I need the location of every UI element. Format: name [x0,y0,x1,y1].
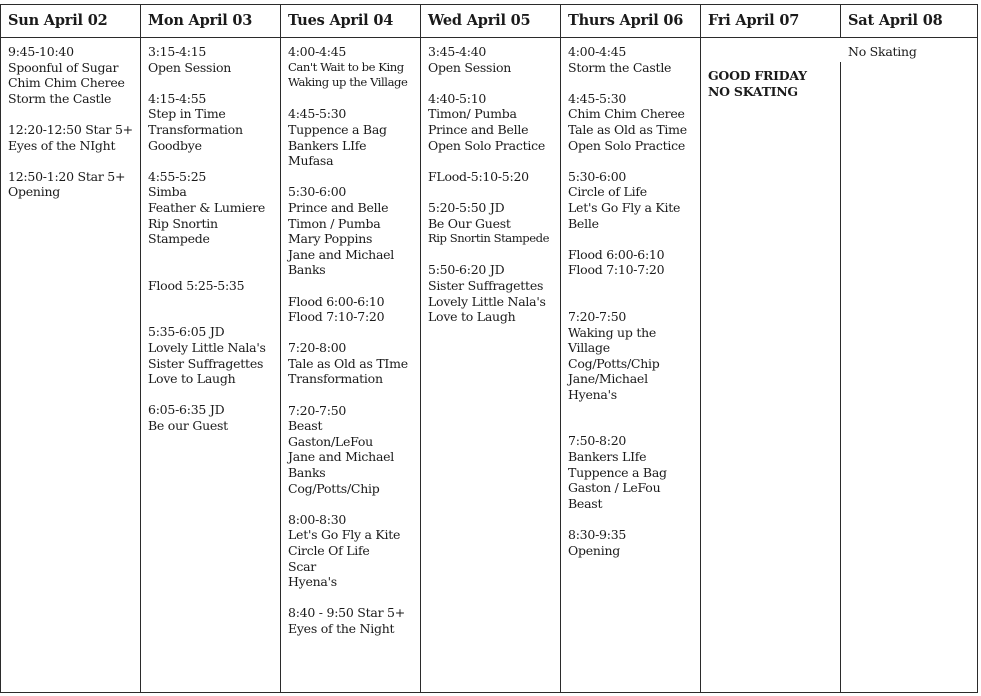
day-header-mon: Mon April 03 [141,5,281,38]
session-item: Stampede [148,231,210,247]
schedule-block [288,184,420,278]
session-time: 5:20-5:50 JD [428,199,505,215]
session-item: Goodbye [148,137,202,153]
session-item: Storm the Castle [568,59,672,75]
session-item: Spoonful of Sugar [8,59,119,75]
schedule-block [148,278,280,294]
schedule-block [568,309,700,403]
schedule-block [568,91,700,153]
day-header-fri: Fri April 07 [701,5,841,38]
schedule-block [288,605,420,636]
weekly-schedule-table [0,4,978,693]
session-item: Let's Go Fly a Kite [288,527,401,543]
session-item: Transformation [148,121,243,137]
schedule-block [568,44,700,75]
schedule-block [8,44,140,106]
schedule-block [428,44,560,75]
day-column-fri [701,62,841,692]
schedule-block [288,340,420,387]
session-time: No Skating [848,44,917,59]
session-item: Hyena's [288,574,337,590]
session-item: Be our Guest [148,417,228,433]
schedule-block [148,324,280,386]
schedule-block [428,169,560,185]
day-column-mon [141,38,281,692]
schedule-block [428,91,560,153]
schedule-block [148,169,280,247]
session-time: 4:15-4:55 [148,90,207,106]
session-item: Open Solo Practice [568,137,686,153]
schedule-block [288,44,420,91]
session-item: Feather & Lumiere [148,199,266,215]
session-item: Sister Suffragettes [148,355,264,371]
session-item: Scar [288,558,316,574]
session-item: Chim Chim Cheree [8,75,125,91]
session-item: Beast [568,495,603,511]
session-time: 6:05-6:35 JD [148,402,225,418]
day-column-wed [421,38,561,692]
day-header-wed: Wed April 05 [421,5,561,38]
session-time: 8:30-9:35 [568,527,627,543]
schedule-block [848,44,978,60]
session-item: Flood 7:10-7:20 [568,262,665,278]
schedule-block [428,200,560,247]
schedule-block [568,527,700,558]
session-item: Tale as Old as TIme [288,355,408,371]
session-item: Jane and Michael [288,449,395,465]
session-item: Chim Chim Cheree [568,106,685,122]
session-item: Lovely Little Nala's [148,339,266,355]
session-item: Sister Suffragettes [428,277,544,293]
day-header-thu: Thurs April 06 [561,5,701,38]
session-time: 7:20-8:00 [288,340,347,356]
session-item: Belle [568,215,599,231]
session-item: Cog/Potts/Chip [568,355,660,371]
session-item: NO SKATING [708,83,798,99]
session-item: Step in Time [148,106,226,122]
session-item: Storm the Castle [8,90,112,106]
session-item: Can't Wait to be King [288,59,404,74]
session-time: 4:00-4:45 [288,44,347,59]
session-item: Rip Snortin Stampede [428,231,550,246]
session-item: Prince and Belle [428,121,529,137]
schedule-block [148,402,280,433]
schedule-block [568,169,700,231]
session-item: Let's Go Fly a Kite [568,199,681,215]
session-item: Transformation [288,371,383,387]
day-column-sun [1,38,141,692]
schedule-block [148,91,280,153]
session-item: Village [568,340,610,356]
session-time: 4:45-5:30 [568,90,627,106]
schedule-block [288,403,420,497]
schedule-block [8,169,140,200]
session-item: Circle of Life [568,184,647,200]
session-time: 5:35-6:05 JD [148,324,225,340]
session-item: Flood 7:10-7:20 [288,309,385,325]
day-header-sun: Sun April 02 [1,5,141,38]
session-time: 8:40 - 9:50 Star 5+ [288,605,405,621]
session-item: Love to Laugh [428,309,516,325]
session-time: Flood 6:00-6:10 [288,293,385,309]
session-item: Circle Of Life [288,543,370,558]
session-item: Opening [8,184,60,200]
session-time: 3:15-4:15 [148,44,207,59]
session-time: 4:40-5:10 [428,90,487,106]
session-item: Beast [288,418,323,434]
session-item: Be Our Guest [428,215,511,231]
schedule-block [288,512,420,590]
day-header-sat: Sat April 08 [841,5,978,38]
session-item: Waking up the [568,324,657,340]
session-item: Prince and Belle [288,199,389,215]
session-time: 5:50-6:20 JD [428,262,505,278]
schedule-block [288,294,420,325]
session-item: Hyena's [568,386,617,402]
session-item: Mufasa [288,153,334,169]
session-item: Simba [148,184,187,200]
session-item: Open Solo Practice [428,137,546,153]
session-time: 4:55-5:25 [148,168,207,184]
session-item: Love to Laugh [148,371,236,387]
session-time: 5:30-6:00 [568,168,627,184]
schedule-block [568,247,700,278]
session-time: GOOD FRIDAY [708,68,807,83]
day-column-thu [561,38,701,692]
session-time: 8:00-8:30 [288,511,347,527]
schedule-block [708,68,840,99]
schedule-block [148,44,280,75]
schedule-block [288,106,420,168]
day-column-sat [841,38,978,692]
session-time: 7:20-7:50 [288,402,347,418]
session-item: Gaston/LeFou [288,433,373,449]
session-time: 7:50-8:20 [568,433,627,449]
session-time: FLood-5:10-5:20 [428,168,529,184]
session-item: Jane/Michael [568,371,648,387]
session-item: Bankers LIfe [568,449,647,465]
session-item: Tale as Old as Time [568,121,687,137]
day-header-tue: Tues April 04 [281,5,421,38]
session-item: Waking up the Village [288,75,408,90]
session-time: Flood 5:25-5:35 [148,277,245,293]
session-time: 7:20-7:50 [568,308,627,324]
session-item: Cog/Potts/Chip [288,480,380,496]
session-time: 12:20-12:50 Star 5+ [8,121,133,137]
schedule-block [8,122,140,153]
session-time: 5:30-6:00 [288,184,347,200]
session-item: Tuppence a Bag [288,121,387,137]
session-item: Eyes of the NIght [8,137,116,153]
session-item: Tuppence a Bag [568,464,667,480]
session-item: Open Session [428,59,512,75]
session-time: Flood 6:00-6:10 [568,246,665,262]
session-item: Timon/ Pumba [428,106,517,122]
session-item: Opening [568,542,620,558]
schedule-block [568,433,700,511]
session-item: Rip Snortin [148,215,218,231]
session-item: Eyes of the Night [288,620,395,636]
session-time: 12:50-1:20 Star 5+ [8,168,126,184]
session-time: 4:00-4:45 [568,44,627,59]
session-item: Open Session [148,59,232,75]
session-item: Mary Poppins [288,231,373,247]
session-time: 9:45-10:40 [8,44,74,59]
session-item: Bankers LIfe [288,137,367,153]
schedule-block [428,262,560,324]
session-item: Gaston / LeFou [568,480,661,496]
day-column-tue [281,38,421,692]
session-item: Banks [288,465,326,481]
session-item: Lovely Little Nala's [428,293,546,309]
session-item: Banks [288,262,326,278]
session-time: 3:45-4:40 [428,44,487,59]
session-time: 4:45-5:30 [288,106,347,122]
session-item: Jane and Michael [288,246,395,262]
session-item: Timon / Pumba [288,215,381,231]
